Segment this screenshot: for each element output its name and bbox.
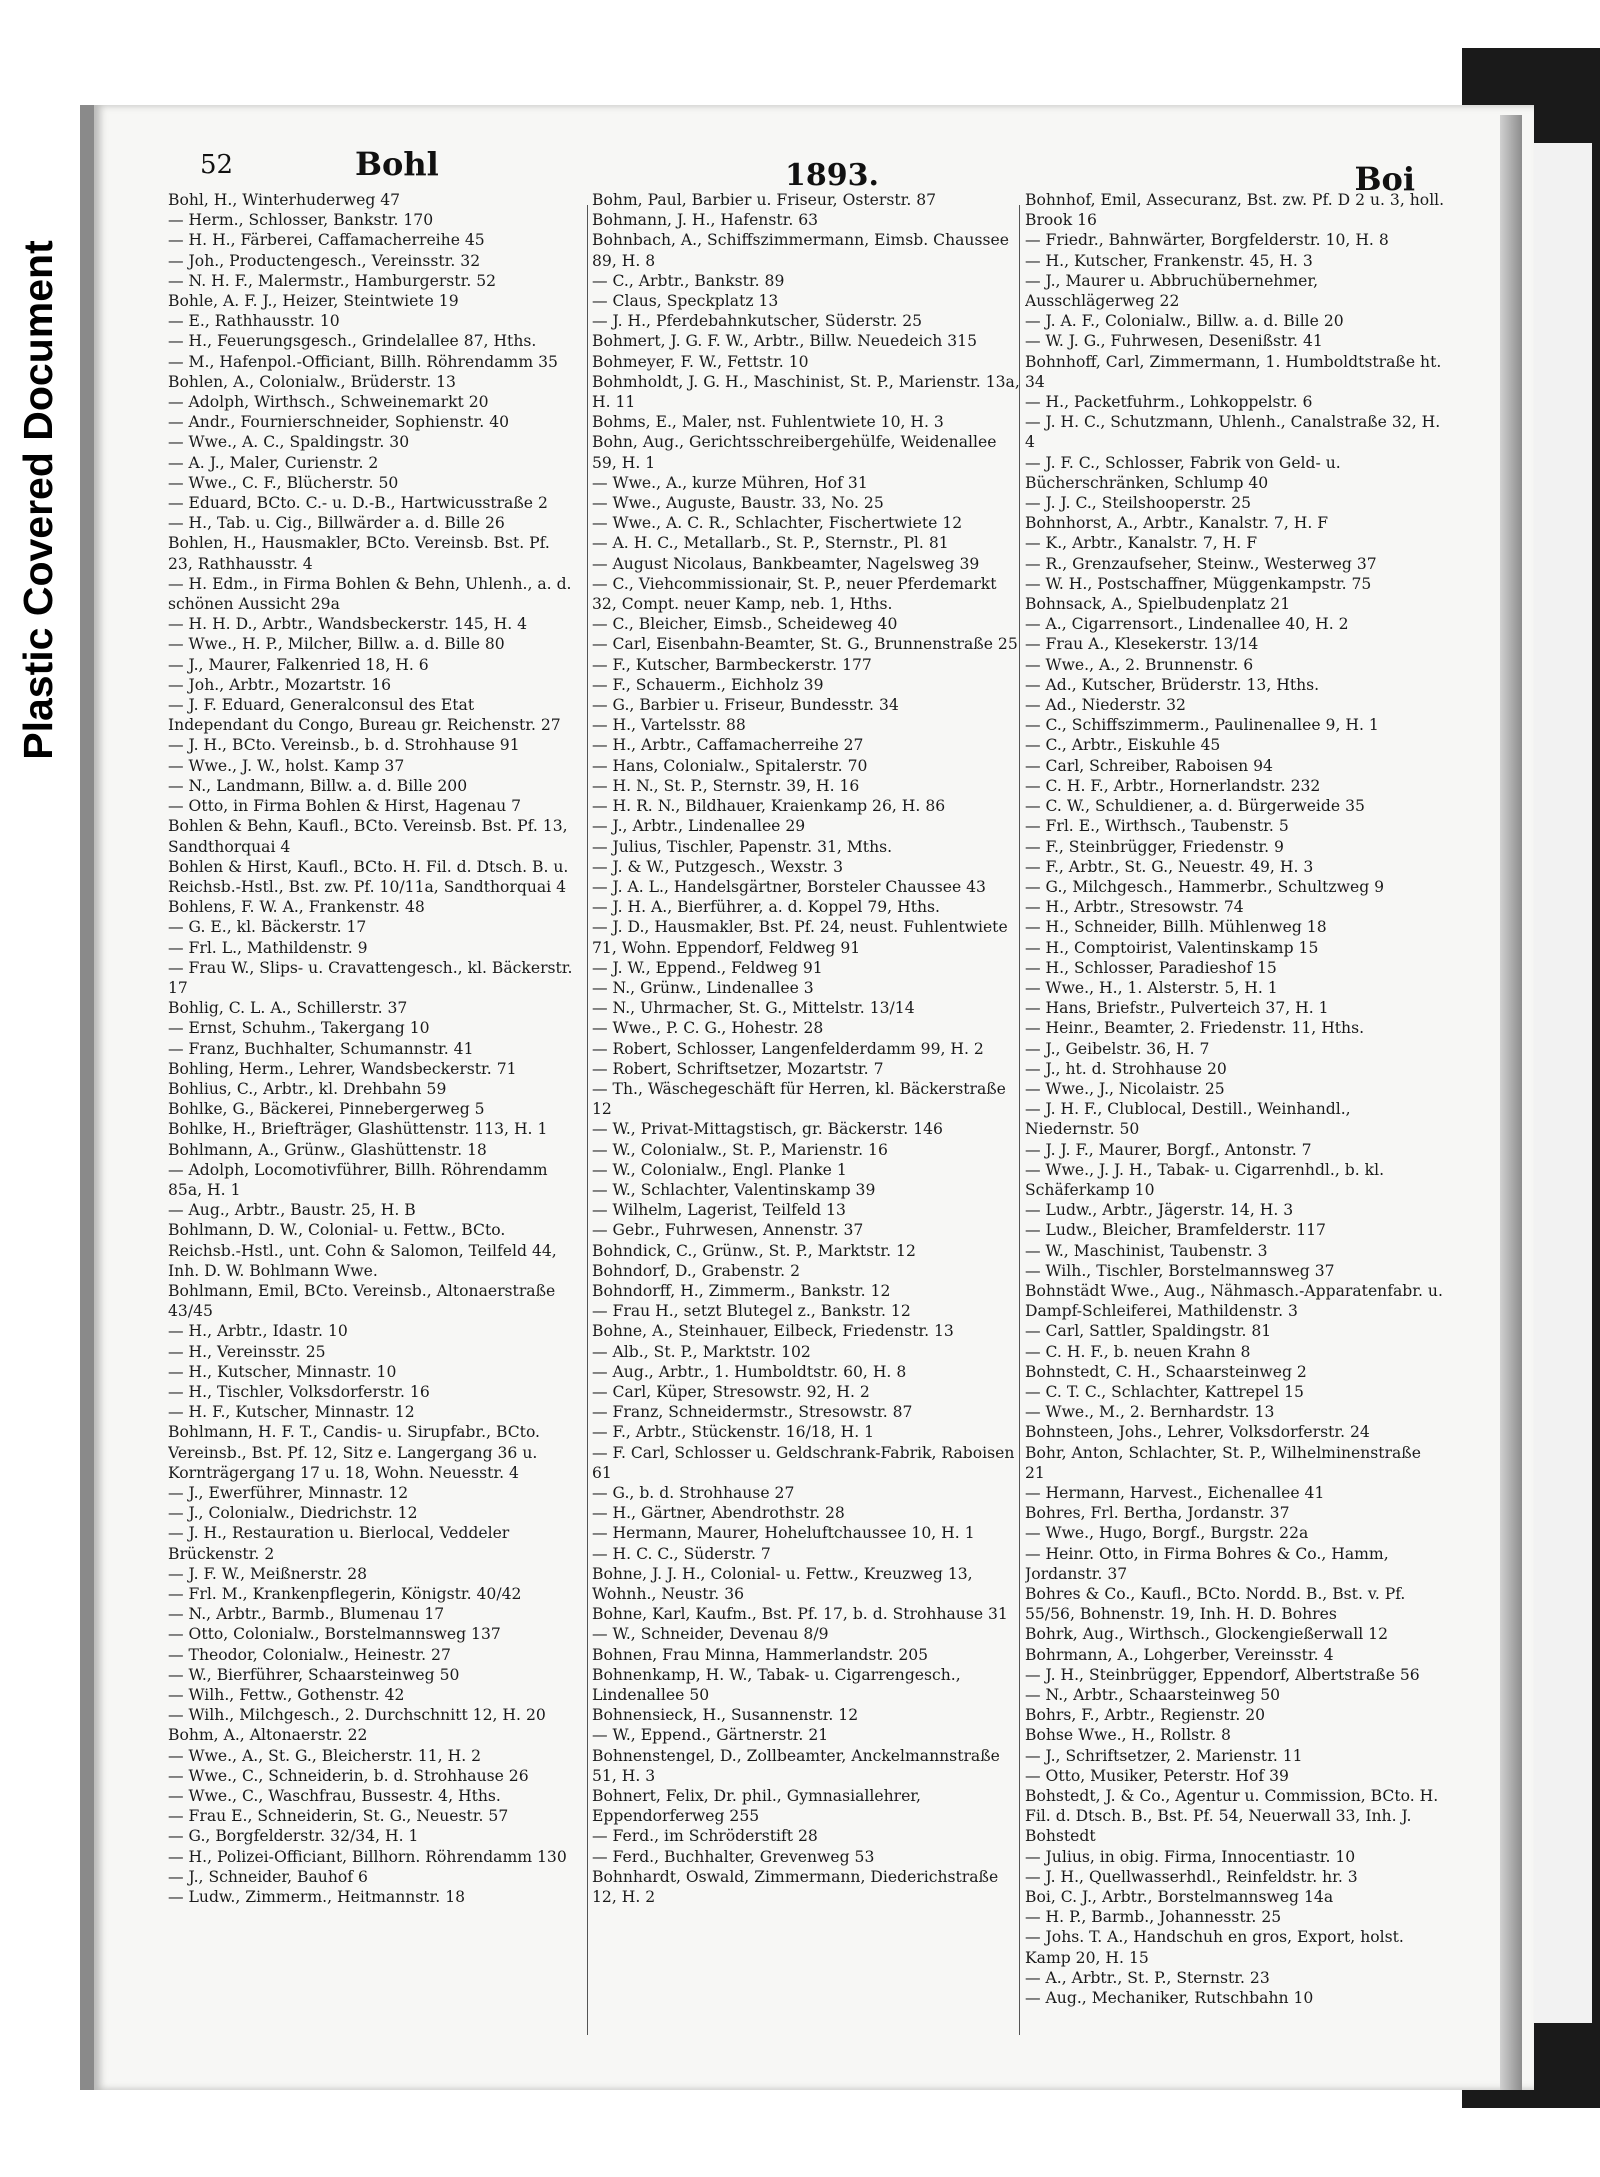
directory-entry: — J. H. C., Schutzmann, Uhlenh., Canalstraße 32, H. 4 <box>1025 413 1441 452</box>
directory-entry: — Joh., Arbtr., Mozartstr. 16 <box>168 675 392 694</box>
directory-entry: Bohnhof, Emil, Assecuranz, Bst. zw. Pf. D 2 u. 3, holl. Brook 16 <box>1025 191 1445 230</box>
directory-entry: — C., Bleicher, Eimsb., Scheideweg 40 <box>592 615 898 634</box>
directory-entry: — J. H. A., Bierführer, a. d. Koppel 79, Hths. <box>592 898 940 917</box>
directory-entry: — H., Kutscher, Minnastr. 10 <box>168 1362 397 1381</box>
directory-entry: — H., Arbtr., Idastr. 10 <box>168 1322 348 1341</box>
directory-entry: — F., Arbtr., Stückenstr. 16/18, H. 1 <box>592 1423 875 1442</box>
directory-entry: — Franz, Schneidermstr., Stresowstr. 87 <box>592 1403 913 1422</box>
directory-entry: Bohne, Karl, Kaufm., Bst. Pf. 17, b. d. Strohhause 31 <box>592 1605 1008 1624</box>
directory-entry: — N., Arbtr., Schaarsteinweg 50 <box>1025 1686 1281 1705</box>
left-keyword: Bohl <box>355 145 439 183</box>
directory-entry: — J. F. C., Schlosser, Fabrik von Geld- u. Bücherschränken, Schlump 40 <box>1025 453 1341 492</box>
directory-entry: — N., Arbtr., Barmb., Blumenau 17 <box>168 1605 445 1624</box>
directory-entry: — Ludw., Arbtr., Jägerstr. 14, H. 3 <box>1025 1201 1294 1220</box>
directory-entry: Bohlmann, A., Grünw., Glashüttenstr. 18 <box>168 1140 487 1159</box>
directory-entry: — Adolph, Wirthsch., Schweinemarkt 20 <box>168 393 489 412</box>
directory-entry: — J., Ewerführer, Minnastr. 12 <box>168 1484 409 1502</box>
directory-entry: — N., Grünw., Lindenallee 3 <box>592 978 814 997</box>
directory-entry: — J., ht. d. Strohhause 20 <box>1025 1059 1227 1078</box>
directory-entry: — H., Gärtner, Abendrothstr. 28 <box>592 1504 845 1523</box>
directory-entry: — C. H. F., b. neuen Krahn 8 <box>1025 1342 1251 1361</box>
directory-entry: Bohr, Anton, Schlachter, St. P., Wilhelminenstraße 21 <box>1025 1443 1421 1482</box>
directory-entry: — Frau A., Klesekerstr. 13/14 <box>1025 635 1259 654</box>
directory-entry: — Carl, Sattler, Spaldingstr. 81 <box>1025 1322 1272 1341</box>
directory-entry: — Wilh., Fettw., Gothenstr. 42 <box>168 1686 405 1705</box>
directory-entry: — H., Feuerungsgesch., Grindelallee 87, Hths. <box>168 332 537 351</box>
directory-entry: — J., Schriftsetzer, 2. Marienstr. 11 <box>1025 1746 1303 1765</box>
directory-entry: — J., Arbtr., Lindenallee 29 <box>592 817 806 836</box>
directory-entry: — Wwe., C., Schneiderin, b. d. Strohhause 26 <box>168 1766 529 1785</box>
directory-entry: — A. H. C., Metallarb., St. P., Sternstr., Pl. 81 <box>592 534 949 553</box>
directory-entry: — Frl. L., Mathildenstr. 9 <box>168 938 368 957</box>
directory-entry: — Friedr., Bahnwärter, Borgfelderstr. 10, H. 8 <box>1025 231 1389 250</box>
directory-entry: — Wwe., J. W., holst. Kamp 37 <box>168 756 405 775</box>
directory-entry: — H. Edm., in Firma Bohlen & Behn, Uhlenh., a. d. schönen Aussicht 29a <box>168 574 572 614</box>
directory-entry: — Frau E., Schneiderin, St. G., Neuestr. 57 <box>168 1807 509 1826</box>
directory-entry: — Aug., Arbtr., 1. Humboldtstr. 60, H. 8 <box>592 1362 907 1381</box>
directory-entry: — Franz, Buchhalter, Schumannstr. 41 <box>168 1039 474 1058</box>
directory-entry: — C., Arbtr., Eiskuhle 45 <box>1025 736 1221 755</box>
directory-entry: — Wwe., C., Waschfrau, Bussestr. 4, Hths. <box>168 1787 501 1806</box>
directory-entry: — Aug., Arbtr., Baustr. 25, H. B <box>168 1201 416 1220</box>
directory-entry: — H., Kutscher, Frankenstr. 45, H. 3 <box>1025 251 1313 270</box>
directory-entry: — Herm., Schlosser, Bankstr. 170 <box>168 211 434 230</box>
directory-entry: Bohrs, F., Arbtr., Regienstr. 20 <box>1025 1706 1266 1725</box>
directory-entry: — Th., Wäschegeschäft für Herren, kl. Bäckerstraße 12 <box>592 1079 1006 1119</box>
directory-entry: — Julius, in obig. Firma, Innocentiastr. 10 <box>1025 1847 1356 1866</box>
directory-entry: — Wwe., J., Nicolaistr. 25 <box>1025 1079 1225 1098</box>
directory-entry: — W., Maschinist, Taubenstr. 3 <box>1025 1241 1268 1260</box>
directory-entry: Bohstedt, J. & Co., Agentur u. Commission, BCto. H. Fil. d. Dtsch. B., Bst. Pf. 54, Neuerwall 33, Inh. J. Bohstedt <box>1025 1787 1439 1846</box>
directory-entry: — N., Landmann, Billw. a. d. Bille 200 <box>168 776 468 795</box>
directory-entry: Boi, C. J., Arbtr., Borstelmannsweg 14a <box>1025 1888 1334 1907</box>
right-keyword: Boi <box>1354 160 1415 198</box>
directory-entry: — Wwe., H. P., Milcher, Billw. a. d. Bille 80 <box>168 635 505 654</box>
directory-entry: — J. & W., Putzgesch., Wexstr. 3 <box>592 857 844 876</box>
directory-entry: — J., Schneider, Bauhof 6 <box>168 1867 368 1886</box>
directory-entry: — Wwe., A., kurze Mühren, Hof 31 <box>592 473 868 492</box>
directory-entry: — Theodor, Colonialw., Heinestr. 27 <box>168 1645 451 1664</box>
directory-entry: — Frl. E., Wirthsch., Taubenstr. 5 <box>1025 817 1289 836</box>
directory-entry: Bohnhoff, Carl, Zimmermann, 1. Humboldtstraße ht. 34 <box>1025 352 1442 391</box>
directory-entry: — J. H., Quellwasserhdl., Reinfeldstr. hr. 3 <box>1025 1867 1358 1886</box>
directory-entry: — Wwe., Hugo, Borgf., Burgstr. 22a <box>1025 1524 1309 1543</box>
directory-entry: — W., Bierführer, Schaarsteinweg 50 <box>168 1665 460 1684</box>
directory-entry: Bohle, A. F. J., Heizer, Steintwiete 19 <box>168 292 459 311</box>
directory-entry: Bohn, Aug., Gerichtsschreibergehülfe, Weidenallee 59, H. 1 <box>592 433 997 472</box>
directory-entry: Bohm, A., Altonaerstr. 22 <box>168 1726 368 1745</box>
directory-entry: Bohms, E., Maler, nst. Fuhlentwiete 10, H. 3 <box>592 413 944 432</box>
directory-entry: — Wwe., P. C. G., Hohestr. 28 <box>592 1019 824 1038</box>
directory-entry: Bohnensieck, H., Susannenstr. 12 <box>592 1706 859 1725</box>
directory-entry: — C. H. F., Arbtr., Hornerlandstr. 232 <box>1025 776 1321 795</box>
directory-entry: Bohnhorst, A., Arbtr., Kanalstr. 7, H. F <box>1025 514 1329 533</box>
directory-entry: — Eduard, BCto. C.- u. D.-B., Hartwicusstraße 2 <box>168 494 548 513</box>
directory-entry: — W. J. G., Fuhrwesen, Desenißstr. 41 <box>1025 332 1323 351</box>
directory-entry: — G., Barbier u. Friseur, Bundesstr. 34 <box>592 696 899 715</box>
directory-entry: Bohse Wwe., H., Rollstr. 8 <box>1025 1726 1231 1745</box>
directory-entry: — Heinr. Otto, in Firma Bohres & Co., Hamm, Jordanstr. 37 <box>1025 1544 1389 1583</box>
directory-entry: — J., Geibelstr. 36, H. 7 <box>1025 1039 1210 1058</box>
directory-entry: — F., Steinbrügger, Friedenstr. 9 <box>1025 837 1284 856</box>
directory-entry: Bohrmann, A., Lohgerber, Vereinsstr. 4 <box>1025 1645 1334 1664</box>
directory-entry: — J. H., BCto. Vereinsb., b. d. Strohhause 91 <box>168 736 520 755</box>
directory-entry: — Wwe., H., 1. Alsterstr. 5, H. 1 <box>1025 978 1278 997</box>
directory-entry: — W., Privat-Mittagstisch, gr. Bäckerstr. 146 <box>592 1120 943 1139</box>
directory-entry: — Ludw., Bleicher, Bramfelderstr. 117 <box>1025 1221 1326 1240</box>
directory-entry: — F., Schauerm., Eichholz 39 <box>592 675 824 694</box>
directory-entry: Bohne, J. J. H., Colonial- u. Fettw., Kreuzweg 13, Wohnh., Neustr. 36 <box>592 1564 973 1604</box>
directory-entry: — J. H. F., Clublocal, Destill., Weinhandl., Niedernstr. 50 <box>1025 1100 1351 1139</box>
directory-entry: Bohmert, J. G. F. W., Arbtr., Billw. Neuedeich 315 <box>592 332 978 351</box>
directory-entry: — J. F. Eduard, Generalconsul des Etat Independant du Congo, Bureau gr. Reichenstr. 27 <box>168 696 561 735</box>
directory-entry: — C. W., Schuldiener, a. d. Bürgerweide 35 <box>1025 797 1365 816</box>
directory-entry: — R., Grenzaufseher, Steinw., Westerweg 37 <box>1025 554 1377 573</box>
directory-entry: Bohlmann, H. F. T., Candis- u. Sirupfabr., BCto. Vereinsb., Bst. Pf. 12, Sitz e. Langergang 36 u. Kornträgergang 17 u. 18, Wohn. Neuesstr. 4 <box>168 1423 541 1482</box>
directory-entry: Bohmann, J. H., Hafenstr. 63 <box>592 211 819 230</box>
directory-entry: — H., Tab. u. Cig., Billwärder a. d. Bille 26 <box>168 514 505 533</box>
directory-entry: — Wilhelm, Lagerist, Teilfeld 13 <box>592 1201 846 1220</box>
directory-entry: — H., Arbtr., Caffamacherreihe 27 <box>592 736 864 755</box>
directory-entry: — Wwe., A. C., Spaldingstr. 30 <box>168 433 410 452</box>
directory-entry: Bohlen & Behn, Kaufl., BCto. Vereinsb. Bst. Pf. 13, Sandthorquai 4 <box>168 817 568 856</box>
directory-entry: — F. Carl, Schlosser u. Geldschrank-Fabrik, Raboisen 61 <box>592 1443 1015 1482</box>
directory-entry: Bohnsack, A., Spielbudenplatz 21 <box>1025 595 1291 614</box>
directory-entry: — Frau H., setzt Blutegel z., Bankstr. 12 <box>592 1302 911 1321</box>
directory-entry: — Hermann, Maurer, Hoheluftchaussee 10, H. 1 <box>592 1524 975 1543</box>
directory-entry: — Carl, Küper, Stresowstr. 92, H. 2 <box>592 1382 870 1401</box>
directory-entry: — Heinr., Beamter, 2. Friedenstr. 11, Hths. <box>1025 1019 1365 1038</box>
directory-entry: — Otto, in Firma Bohlen & Hirst, Hagenau 7 <box>168 797 521 816</box>
directory-entry: Bohndick, C., Grünw., St. P., Marktstr. 12 <box>592 1241 916 1260</box>
directory-entry: — J. A. F., Colonialw., Billw. a. d. Bille 20 <box>1025 312 1344 331</box>
directory-entry: — W., Eppend., Gärtnerstr. 21 <box>592 1726 829 1745</box>
directory-entry: Bohnbach, A., Schiffszimmermann, Eimsb. Chaussee 89, H. 8 <box>592 231 1009 270</box>
directory-entry: — Johs. T. A., Handschuh en gros, Export, holst. Kamp 20, H. 15 <box>1025 1928 1404 1967</box>
directory-entry: — Claus, Speckplatz 13 <box>592 292 779 311</box>
directory-entry: — G., b. d. Strohhause 27 <box>592 1484 795 1502</box>
directory-entry: Bohlke, G., Bäckerei, Pinnebergerweg 5 <box>168 1100 485 1119</box>
directory-entry: — Andr., Fournierschneider, Sophienstr. 40 <box>168 413 510 432</box>
directory-entry: — F., Kutscher, Barmbeckerstr. 177 <box>592 655 872 674</box>
directory-entry: — Wilh., Milchgesch., 2. Durchschnitt 12, H. 20 <box>168 1706 546 1725</box>
directory-entry: — Hans, Colonialw., Spitalerstr. 70 <box>592 756 868 775</box>
directory-entry: — August Nicolaus, Bankbeamter, Nagelsweg 39 <box>592 554 980 573</box>
directory-entry: — H., Schneider, Billh. Mühlenweg 18 <box>1025 918 1327 937</box>
directory-entry: — W., Schneider, Devenau 8/9 <box>592 1625 829 1644</box>
directory-entry: — H. P., Barmb., Johannesstr. 25 <box>1025 1908 1282 1927</box>
directory-entry: — Julius, Tischler, Papenstr. 31, Mths. <box>592 837 893 856</box>
directory-entry: Bohnert, Felix, Dr. phil., Gymnasiallehrer, Eppendorferweg 255 <box>592 1787 922 1826</box>
directory-entry: — J. J. C., Steilshooperstr. 25 <box>1025 494 1252 513</box>
directory-entry: Bohlen, A., Colonialw., Brüderstr. 13 <box>168 372 456 391</box>
directory-entry: — Carl, Eisenbahn-Beamter, St. G., Brunnenstraße 25 <box>592 635 1018 654</box>
directory-entry: — G., Milchgesch., Hammerbr., Schultzweg 9 <box>1025 877 1385 896</box>
directory-entry: Bohl, H., Winterhuderweg 47 <box>168 191 401 209</box>
directory-entry: — Ludw., Zimmerm., Heitmannstr. 18 <box>168 1888 466 1907</box>
directory-entry: Bohlen, H., Hausmakler, BCto. Vereinsb. Bst. Pf. 23, Rathhausstr. 4 <box>168 534 550 573</box>
directory-entry: — J. H., Steinbrügger, Eppendorf, Albertstraße 56 <box>1025 1665 1420 1684</box>
directory-entry: — G., Borgfelderstr. 32/34, H. 1 <box>168 1827 419 1846</box>
directory-entry: — J. J. F., Maurer, Borgf., Antonstr. 7 <box>1025 1140 1312 1159</box>
directory-entry: Bohndorff, H., Zimmerm., Bankstr. 12 <box>592 1281 891 1300</box>
directory-entry: — H. H., Färberei, Caffamacherreihe 45 <box>168 231 485 250</box>
directory-entry: Bohlke, H., Briefträger, Glashüttenstr. 113, H. 1 <box>168 1120 548 1139</box>
directory-entry: Bohmholdt, J. G. H., Maschinist, St. P., Marienstr. 13a, H. 11 <box>592 372 1020 412</box>
directory-entry: — Wwe., A. C. R., Schlachter, Fischertwiete 12 <box>592 514 963 533</box>
directory-entry: — J., Maurer, Falkenried 18, H. 6 <box>168 655 429 674</box>
directory-entry: — Wwe., J. J. H., Tabak- u. Cigarrenhdl., b. kl. Schäferkamp 10 <box>1025 1160 1385 1199</box>
directory-entry: — Ferd., Buchhalter, Grevenweg 53 <box>592 1847 875 1866</box>
year-heading: 1893. <box>785 158 879 193</box>
directory-entry: — H., Comptoirist, Valentinskamp 15 <box>1025 938 1319 957</box>
directory-entry: — A. J., Maler, Curienstr. 2 <box>168 453 379 472</box>
directory-entry: Bohm, Paul, Barbier u. Friseur, Osterstr. 87 <box>592 191 937 209</box>
directory-entry: — M., Hafenpol.-Officiant, Billh. Röhrendamm 35 <box>168 352 558 371</box>
directory-entry: Bohndorf, D., Grabenstr. 2 <box>592 1261 801 1280</box>
directory-entry: — N. H. F., Malermstr., Hamburgerstr. 52 <box>168 271 497 290</box>
directory-entry: — H., Schlosser, Paradieshof 15 <box>1025 958 1277 977</box>
directory-entry: — Wwe., A., 2. Brunnenstr. 6 <box>1025 655 1254 674</box>
directory-entry: — Otto, Colonialw., Borstelmannsweg 137 <box>168 1625 501 1644</box>
directory-entry: — J., Colonialw., Diedrichstr. 12 <box>168 1504 418 1523</box>
directory-entry: — Hermann, Harvest., Eichenallee 41 <box>1025 1484 1325 1502</box>
directory-entry: Bohlmann, D. W., Colonial- u. Fettw., BCto. Reichsb.-Hstl., unt. Cohn & Salomon, Teilfeld 44, Inh. D. W. Bohlmann Wwe. <box>168 1221 557 1280</box>
plastic-covered-label: Plastic Covered Document <box>15 240 61 760</box>
directory-entry: Bohlius, C., Arbtr., kl. Drehbahn 59 <box>168 1079 447 1098</box>
directory-entry: — Carl, Schreiber, Raboisen 94 <box>1025 756 1273 775</box>
directory-entry: — J. H., Pferdebahnkutscher, Süderstr. 25 <box>592 312 923 331</box>
directory-entry: — Wwe., Auguste, Baustr. 33, No. 25 <box>592 494 884 513</box>
directory-entry: Bohmeyer, F. W., Fettstr. 10 <box>592 352 809 371</box>
directory-entry: — C. T. C., Schlachter, Kattrepel 15 <box>1025 1382 1304 1401</box>
directory-entry: Bohlen & Hirst, Kaufl., BCto. H. Fil. d. Dtsch. B. u. Reichsb.-Hstl., Bst. zw. Pf. 10/11a, Sandthorquai 4 <box>168 857 569 896</box>
directory-entry: — H., Polizei-Officiant, Billhorn. Röhrendamm 130 <box>168 1847 567 1866</box>
directory-entry: — Otto, Musiker, Peterstr. Hof 39 <box>1025 1766 1289 1785</box>
directory-entry: — Alb., St. P., Marktstr. 102 <box>592 1342 811 1361</box>
directory-entry: — C., Arbtr., Bankstr. 89 <box>592 271 785 290</box>
directory-entry: — W., Colonialw., Engl. Planke 1 <box>592 1160 847 1179</box>
directory-entry: — Hans, Briefstr., Pulverteich 37, H. 1 <box>1025 999 1329 1018</box>
directory-entry: — J. A. L., Handelsgärtner, Borsteler Chaussee 43 <box>592 877 986 896</box>
directory-entry: — H. N., St. P., Sternstr. 39, H. 16 <box>592 776 860 795</box>
directory-entry: Bohnstädt Wwe., Aug., Nähmasch.-Apparatenfabr. u. Dampf-Schleiferei, Mathildenstr. 3 <box>1025 1281 1443 1321</box>
column-divider <box>587 205 588 2035</box>
directory-entry: — J. H., Restauration u. Bierlocal, Veddeler Brückenstr. 2 <box>168 1524 510 1563</box>
directory-entry: — Frl. M., Krankenpflegerin, Königstr. 40/42 <box>168 1585 522 1604</box>
directory-entry: Bohne, A., Steinhauer, Eilbeck, Friedenstr. 13 <box>592 1322 954 1341</box>
directory-entry: Bohnenkamp, H. W., Tabak- u. Cigarrengesch., Lindenallee 50 <box>592 1665 961 1705</box>
page-edge-shadow <box>1500 115 1522 2090</box>
directory-entry: — C., Viehcommissionair, St. P., neuer Pferdemarkt 32, Compt. neuer Kamp, neb. 1, Hths. <box>592 574 997 614</box>
directory-entry: Bohnstedt, C. H., Schaarsteinweg 2 <box>1025 1362 1307 1381</box>
directory-entry: — Adolph, Locomotivführer, Billh. Röhrendamm 85a, H. 1 <box>168 1160 548 1199</box>
directory-entry: — A., Arbtr., St. P., Sternstr. 23 <box>1025 1968 1270 1987</box>
directory-entry: — K., Arbtr., Kanalstr. 7, H. F <box>1025 534 1258 553</box>
directory-entry: — W. H., Postschaffner, Müggenkampstr. 75 <box>1025 574 1372 593</box>
directory-entry: — Robert, Schriftsetzer, Mozartstr. 7 <box>592 1059 884 1078</box>
directory-entry: — Ferd., im Schröderstift 28 <box>592 1827 818 1846</box>
directory-entry: — Wwe., M., 2. Bernhardstr. 13 <box>1025 1403 1275 1422</box>
directory-column-3 <box>1025 190 1445 2040</box>
directory-entry: — H., Packetfuhrm., Lohkoppelstr. 6 <box>1025 393 1313 412</box>
directory-entry: Bohnsteen, Johs., Lehrer, Volksdorferstr. 24 <box>1025 1423 1370 1442</box>
directory-entry: — N., Uhrmacher, St. G., Mittelstr. 13/14 <box>592 999 915 1018</box>
directory-entry: — H. H. D., Arbtr., Wandsbeckerstr. 145, H. 4 <box>168 615 528 634</box>
directory-entry: Bohnen, Frau Minna, Hammerlandstr. 205 <box>592 1645 929 1664</box>
directory-entry: — H., Arbtr., Stresowstr. 74 <box>1025 898 1244 917</box>
directory-entry: — H., Vereinsstr. 25 <box>168 1342 326 1361</box>
directory-entry: — J. W., Eppend., Feldweg 91 <box>592 958 823 977</box>
directory-entry: — Gebr., Fuhrwesen, Annenstr. 37 <box>592 1221 864 1240</box>
directory-entry: — H. C. C., Süderstr. 7 <box>592 1544 771 1563</box>
directory-entry: — Frau W., Slips- u. Cravattengesch., kl. Bäckerstr. 17 <box>168 958 573 997</box>
directory-entry: — Ernst, Schuhm., Takergang 10 <box>168 1019 430 1038</box>
directory-entry: — H., Tischler, Volksdorferstr. 16 <box>168 1382 430 1401</box>
directory-entry: — Wwe., A., St. G., Bleicherstr. 11, H. 2 <box>168 1746 482 1765</box>
directory-entry: — W., Schlachter, Valentinskamp 39 <box>592 1180 876 1199</box>
directory-entry: — W., Colonialw., St. P., Marienstr. 16 <box>592 1140 888 1159</box>
directory-entry: — J. F. W., Meißnerstr. 28 <box>168 1564 368 1583</box>
directory-entry: Bohres, Frl. Bertha, Jordanstr. 37 <box>1025 1504 1290 1523</box>
directory-entry: Bohres & Co., Kaufl., BCto. Nordd. B., Bst. v. Pf. 55/56, Bohnenstr. 19, Inh. H. D. Bohres <box>1025 1585 1406 1624</box>
directory-column-2 <box>592 190 1022 2040</box>
directory-entry: — G. E., kl. Bäckerstr. 17 <box>168 918 367 937</box>
directory-entry: — J. D., Hausmakler, Bst. Pf. 24, neust. Fuhlentwiete 71, Wohn. Eppendorf, Feldweg 91 <box>592 918 1008 957</box>
directory-entry: Bohnhardt, Oswald, Zimmermann, Diederichstraße 12, H. 2 <box>592 1867 999 1907</box>
directory-entry: Bohlmann, Emil, BCto. Vereinsb., Altonaerstraße 43/45 <box>168 1281 556 1321</box>
directory-entry: — J., Maurer u. Abbruchübernehmer, Ausschlägerweg 22 <box>1025 271 1319 311</box>
directory-entry: — Wilh., Tischler, Borstelmannsweg 37 <box>1025 1261 1335 1280</box>
directory-entry: — Joh., Productengesch., Vereinsstr. 32 <box>168 251 481 270</box>
directory-entry: Bohlig, C. L. A., Schillerstr. 37 <box>168 999 408 1018</box>
directory-entry: — Ad., Kutscher, Brüderstr. 13, Hths. <box>1025 675 1320 694</box>
directory-entry: — Ad., Niederstr. 32 <box>1025 696 1186 715</box>
directory-entry: — F., Arbtr., St. G., Neuestr. 49, H. 3 <box>1025 857 1314 876</box>
directory-entry: — A., Cigarrensort., Lindenallee 40, H. 2 <box>1025 615 1349 634</box>
directory-entry: — H. R. N., Bildhauer, Kraienkamp 26, H. 86 <box>592 797 946 816</box>
directory-entry: Bohlens, F. W. A., Frankenstr. 48 <box>168 898 425 917</box>
directory-entry: Bohrk, Aug., Wirthsch., Glockengießerwall 12 <box>1025 1625 1389 1644</box>
directory-entry: — H. F., Kutscher, Minnastr. 12 <box>168 1403 415 1422</box>
directory-column-1 <box>168 190 578 2040</box>
directory-entry: Bohling, Herm., Lehrer, Wandsbeckerstr. 71 <box>168 1059 517 1078</box>
directory-entry: — H., Vartelsstr. 88 <box>592 716 746 735</box>
page-number: 52 <box>200 150 234 180</box>
directory-entry: — E., Rathhausstr. 10 <box>168 312 340 331</box>
directory-entry: — Wwe., C. F., Blücherstr. 50 <box>168 473 399 492</box>
directory-entry: Bohnenstengel, D., Zollbeamter, Anckelmannstraße 51, H. 3 <box>592 1746 1000 1785</box>
directory-entry: — C., Schiffszimmerm., Paulinenallee 9, H. 1 <box>1025 716 1379 735</box>
directory-entry: — Aug., Mechaniker, Rutschbahn 10 <box>1025 1989 1314 2008</box>
directory-entry: — Robert, Schlosser, Langenfelderdamm 99, H. 2 <box>592 1039 984 1058</box>
